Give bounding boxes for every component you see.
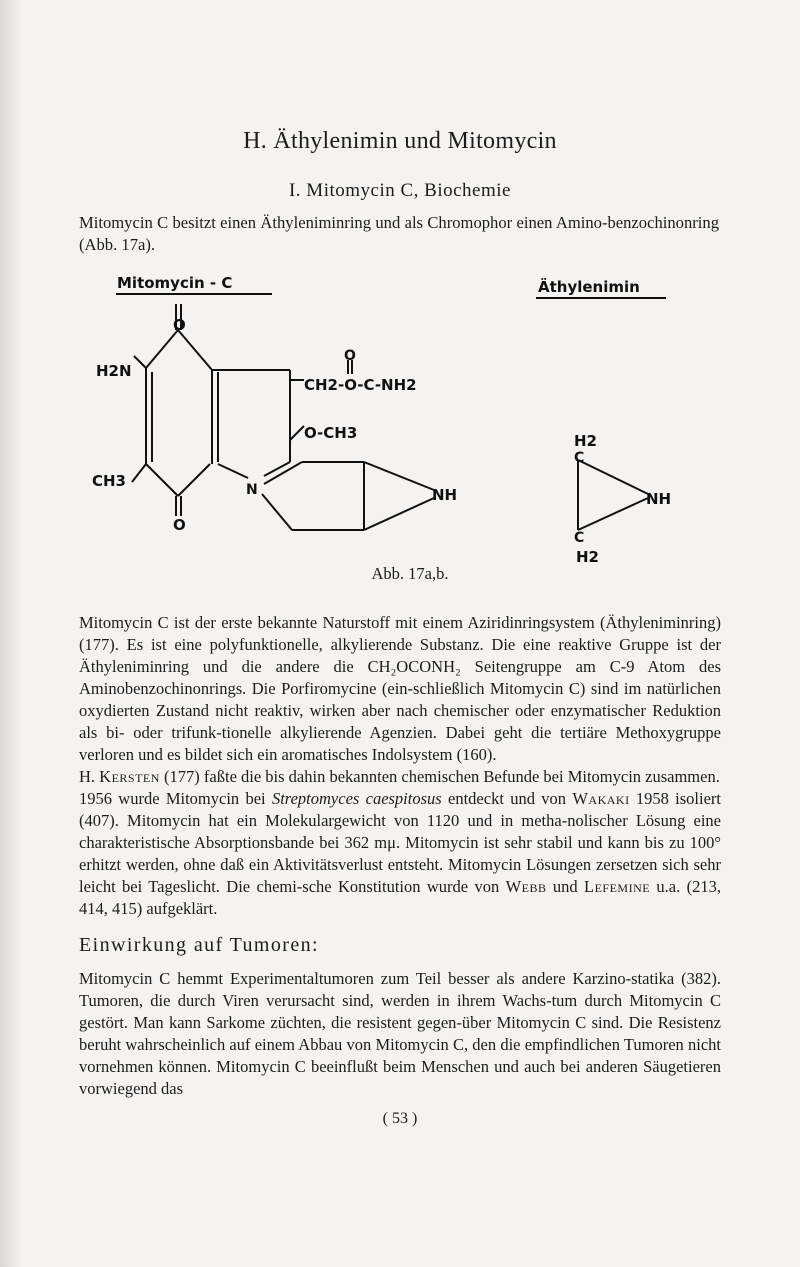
paragraph-kersten — [79, 766, 721, 788]
author-webb: Webb — [505, 877, 547, 896]
paragraph-discovery — [79, 788, 721, 920]
atom-o-side: O — [344, 348, 356, 364]
athylenimin-skeleton — [578, 460, 648, 530]
species-name: Streptomyces caespitosus — [271, 789, 442, 808]
chemical-structures — [0, 268, 800, 598]
atom-nh-left: NH — [432, 486, 458, 504]
atom-ch3: CH3 — [92, 472, 126, 490]
mitomycin-skeleton — [132, 304, 434, 530]
atom-o-top: O — [173, 316, 186, 334]
label-athylenimin: Äthylenimin — [538, 278, 640, 296]
label-mitomycin-c: Mitomycin - C — [117, 274, 233, 292]
atom-h2-bottom: H2 — [576, 548, 599, 566]
author-wakaki: Wakaki — [572, 789, 630, 808]
paragraph-discovery-post: u.a. (213, 414, 415) aufgeklärt. — [79, 877, 721, 918]
atom-h2-top: H2 — [574, 432, 597, 450]
atom-n: N — [246, 482, 258, 498]
paragraph-tumoren: Mitomycin C hemmt Experimentaltumoren zum Teil besser als andere Karzino-statika (382). Tumoren, die durch Viren verursacht sind, werden in ihrem Wachs-tum durch Mitomycin C gestört. Man kann Sarkome züchten, die resistent gegen-über Mitomycin C sind. Die Resistenz beruht wahrscheinlich auf einem Abbau von Mitomycin C, den die empfindlichen Tumoren nicht vornehmen können. Mitomycin C beeinflußt beim Menschen und auch bei anderen Säugetieren vorwiegend das — [79, 969, 721, 1098]
heading-tumoren: Einwirkung auf Tumoren: — [79, 934, 319, 956]
side-chain-label: CH2-O-C-NH2 — [304, 376, 417, 394]
paragraph-discovery-pre: 1956 wurde Mitomycin bei — [79, 789, 272, 808]
author-kersten: Kersten — [99, 767, 160, 786]
paragraph-aziridin: Mitomycin C ist der erste bekannte Naturstoff mit einem Aziridinringsystem (Äthyleniminring) (177). Es ist eine polyfunktionelle, alkylierende Substanz. Die eine reaktive Gruppe ist der Äthyleniminring und die andere die CH₂OCONH₂ Seitengruppe am C-9 Atom des Aminobenzochinonrings. Die Porfiromycine (ein-schließlich Mitomycin C) sind im natürlichen oxydierten Zustand nicht reaktiv, wirken aber nach chemischer oder enzymatischer Reduktion als bi- oder trifunk-tionelle alkylierende Agenzien. Dabei geht die tertiäre Methoxygruppe verloren und es bildet sich ein aromatisches Indolsystem (160). — [79, 613, 721, 764]
atom-o-bottom: O — [173, 516, 186, 534]
atom-c-top: C — [574, 450, 585, 466]
atom-nh-right: NH — [646, 490, 672, 508]
page-number: ( 53 ) — [382, 1110, 418, 1127]
section-title: H. Äthylenimin und Mitomycin — [243, 128, 557, 154]
intro-paragraph: Mitomycin C besitzt einen Äthyleniminring und als Chromophor einen Amino-benzochinonring (Abb. 17a). — [79, 213, 719, 254]
paragraph-discovery-mid3: und — [546, 877, 584, 896]
paragraph-discovery-mid: entdeckt und von — [441, 789, 573, 808]
body-text — [79, 612, 721, 920]
author-lefemine: Lefemine — [583, 877, 651, 896]
figure-caption: Abb. 17a,b. — [371, 564, 449, 583]
paragraph-kersten-post: (177) faßte die bis dahin bekannten chemischen Befunde bei Mitomycin zusammen. — [159, 767, 720, 786]
paragraph-kersten-pre: H. — [79, 767, 100, 786]
atom-c-bottom: C — [574, 530, 585, 546]
sub-title: I. Mitomycin C, Biochemie — [288, 180, 511, 201]
methoxy-label: O-CH3 — [304, 424, 358, 442]
paragraph-discovery-mid2: 1958 isoliert (407). Mitomycin hat ein Molekulargewicht von 1120 und in metha-nolischer Lösung eine charakteristische Absorptionsbande bei 362 mμ. Mitomycin ist sehr stabil und kann bis zu 100° erhitzt werden, ohne daß ein Aktivitätsverlust entsteht. Mitomycin Lösungen zersetzen sich sehr leicht bei Tageslicht. Die chemi-sche Konstitution wurde von — [79, 789, 722, 896]
structure-figure — [0, 268, 800, 598]
atom-h2n: H2N — [96, 362, 132, 380]
